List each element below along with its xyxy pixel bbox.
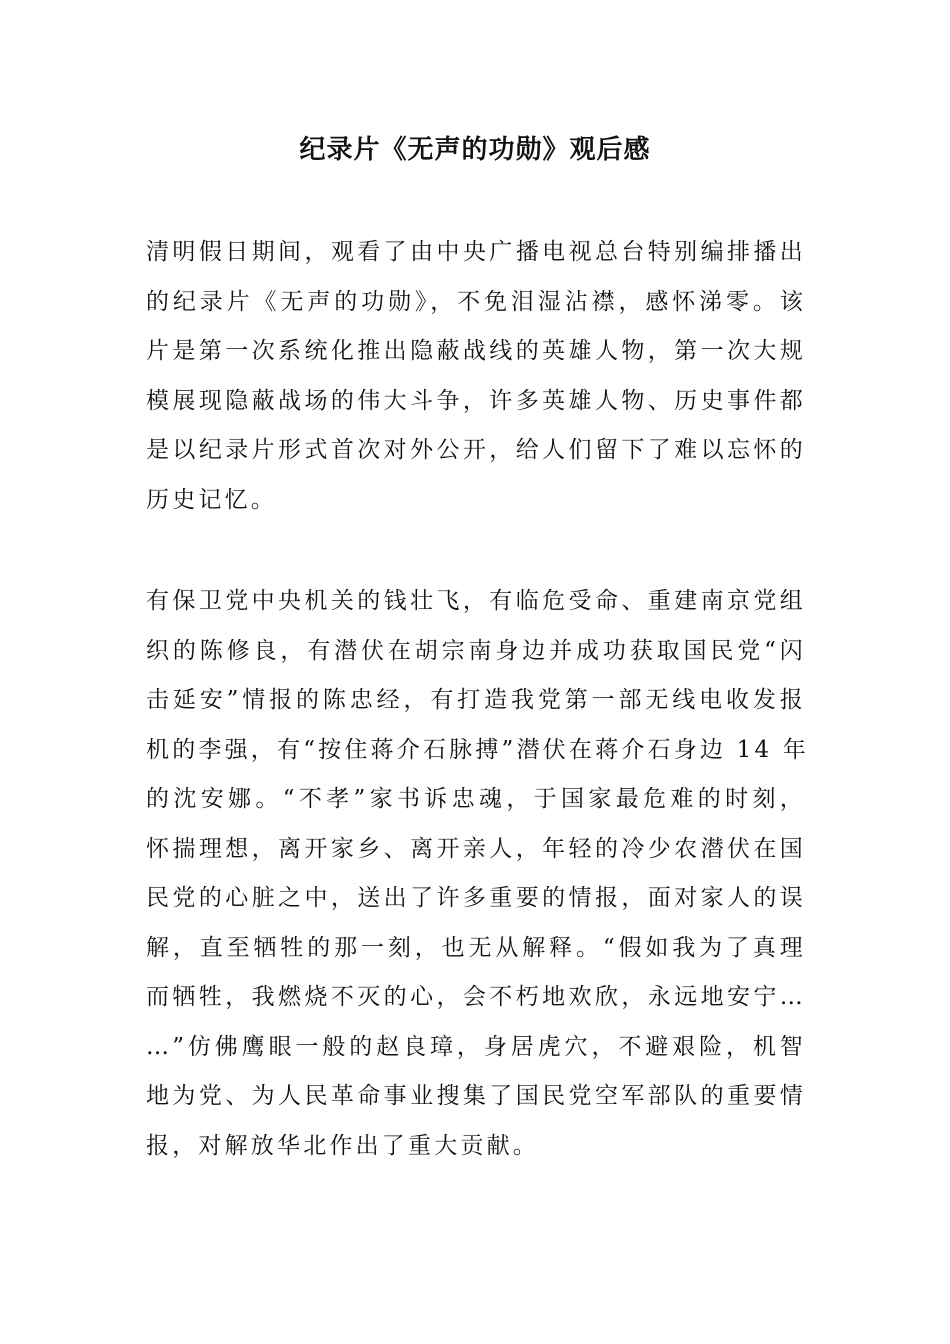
paragraph-line: 而牺牲，我燃烧不灭的心，会不朽地欢欣，永远地安宁… (146, 984, 806, 1010)
paragraph-line: 报，对解放华北作出了重大贡献。 (146, 1132, 539, 1159)
paragraph-line: 解，直至牺牲的那一刻，也无从解释。“假如我为了真理 (146, 934, 806, 961)
paragraph-line: 历史记忆。 (146, 486, 277, 513)
paragraph-line: 的沈安娜。“不孝”家书诉忠魂，于国家最危难的时刻， (146, 786, 806, 812)
paragraph-line: 怀揣理想，离开家乡、离开亲人，年轻的冷少农潜伏在国 (146, 835, 806, 862)
paragraph-line: 击延安”情报的陈忠经，有打造我党第一部无线电收发报 (146, 687, 806, 713)
paragraph-line: 地为党、为人民革命事业搜集了国民党空军部队的重要情 (146, 1083, 806, 1109)
paragraph-line: …”仿佛鹰眼一般的赵良璋，身居虎穴，不避艰险，机智 (146, 1033, 806, 1060)
paragraph-line: 机的李强，有“按住蒋介石脉搏”潜伏在蒋介石身边 14 年 (146, 736, 810, 763)
paragraph-line: 民党的心脏之中，送出了许多重要的情报，面对家人的误 (146, 885, 806, 911)
paragraph-line: 清明假日期间，观看了由中央广播电视总台特别编排播出 (146, 239, 806, 265)
document-title: 纪录片《无声的功勋》观后感 (299, 135, 651, 165)
paragraph-1 (146, 228, 806, 525)
paragraph-line: 的纪录片《无声的功勋》，不免泪湿沾襟，感怀涕零。该 (146, 288, 806, 315)
paragraph-line: 有保卫党中央机关的钱壮飞，有临危受命、重建南京党组 (146, 588, 806, 614)
paragraph-line: 织的陈修良，有潜伏在胡宗南身边并成功获取国民党“闪 (146, 637, 806, 664)
paragraph-2 (146, 577, 810, 1171)
paragraph-line: 模展现隐蔽战场的伟大斗争，许多英雄人物、历史事件都 (146, 387, 806, 414)
paragraph-line: 是以纪录片形式首次对外公开，给人们留下了难以忘怀的 (146, 437, 806, 463)
paragraph-line: 片是第一次系统化推出隐蔽战线的英雄人物，第一次大规 (146, 338, 806, 364)
